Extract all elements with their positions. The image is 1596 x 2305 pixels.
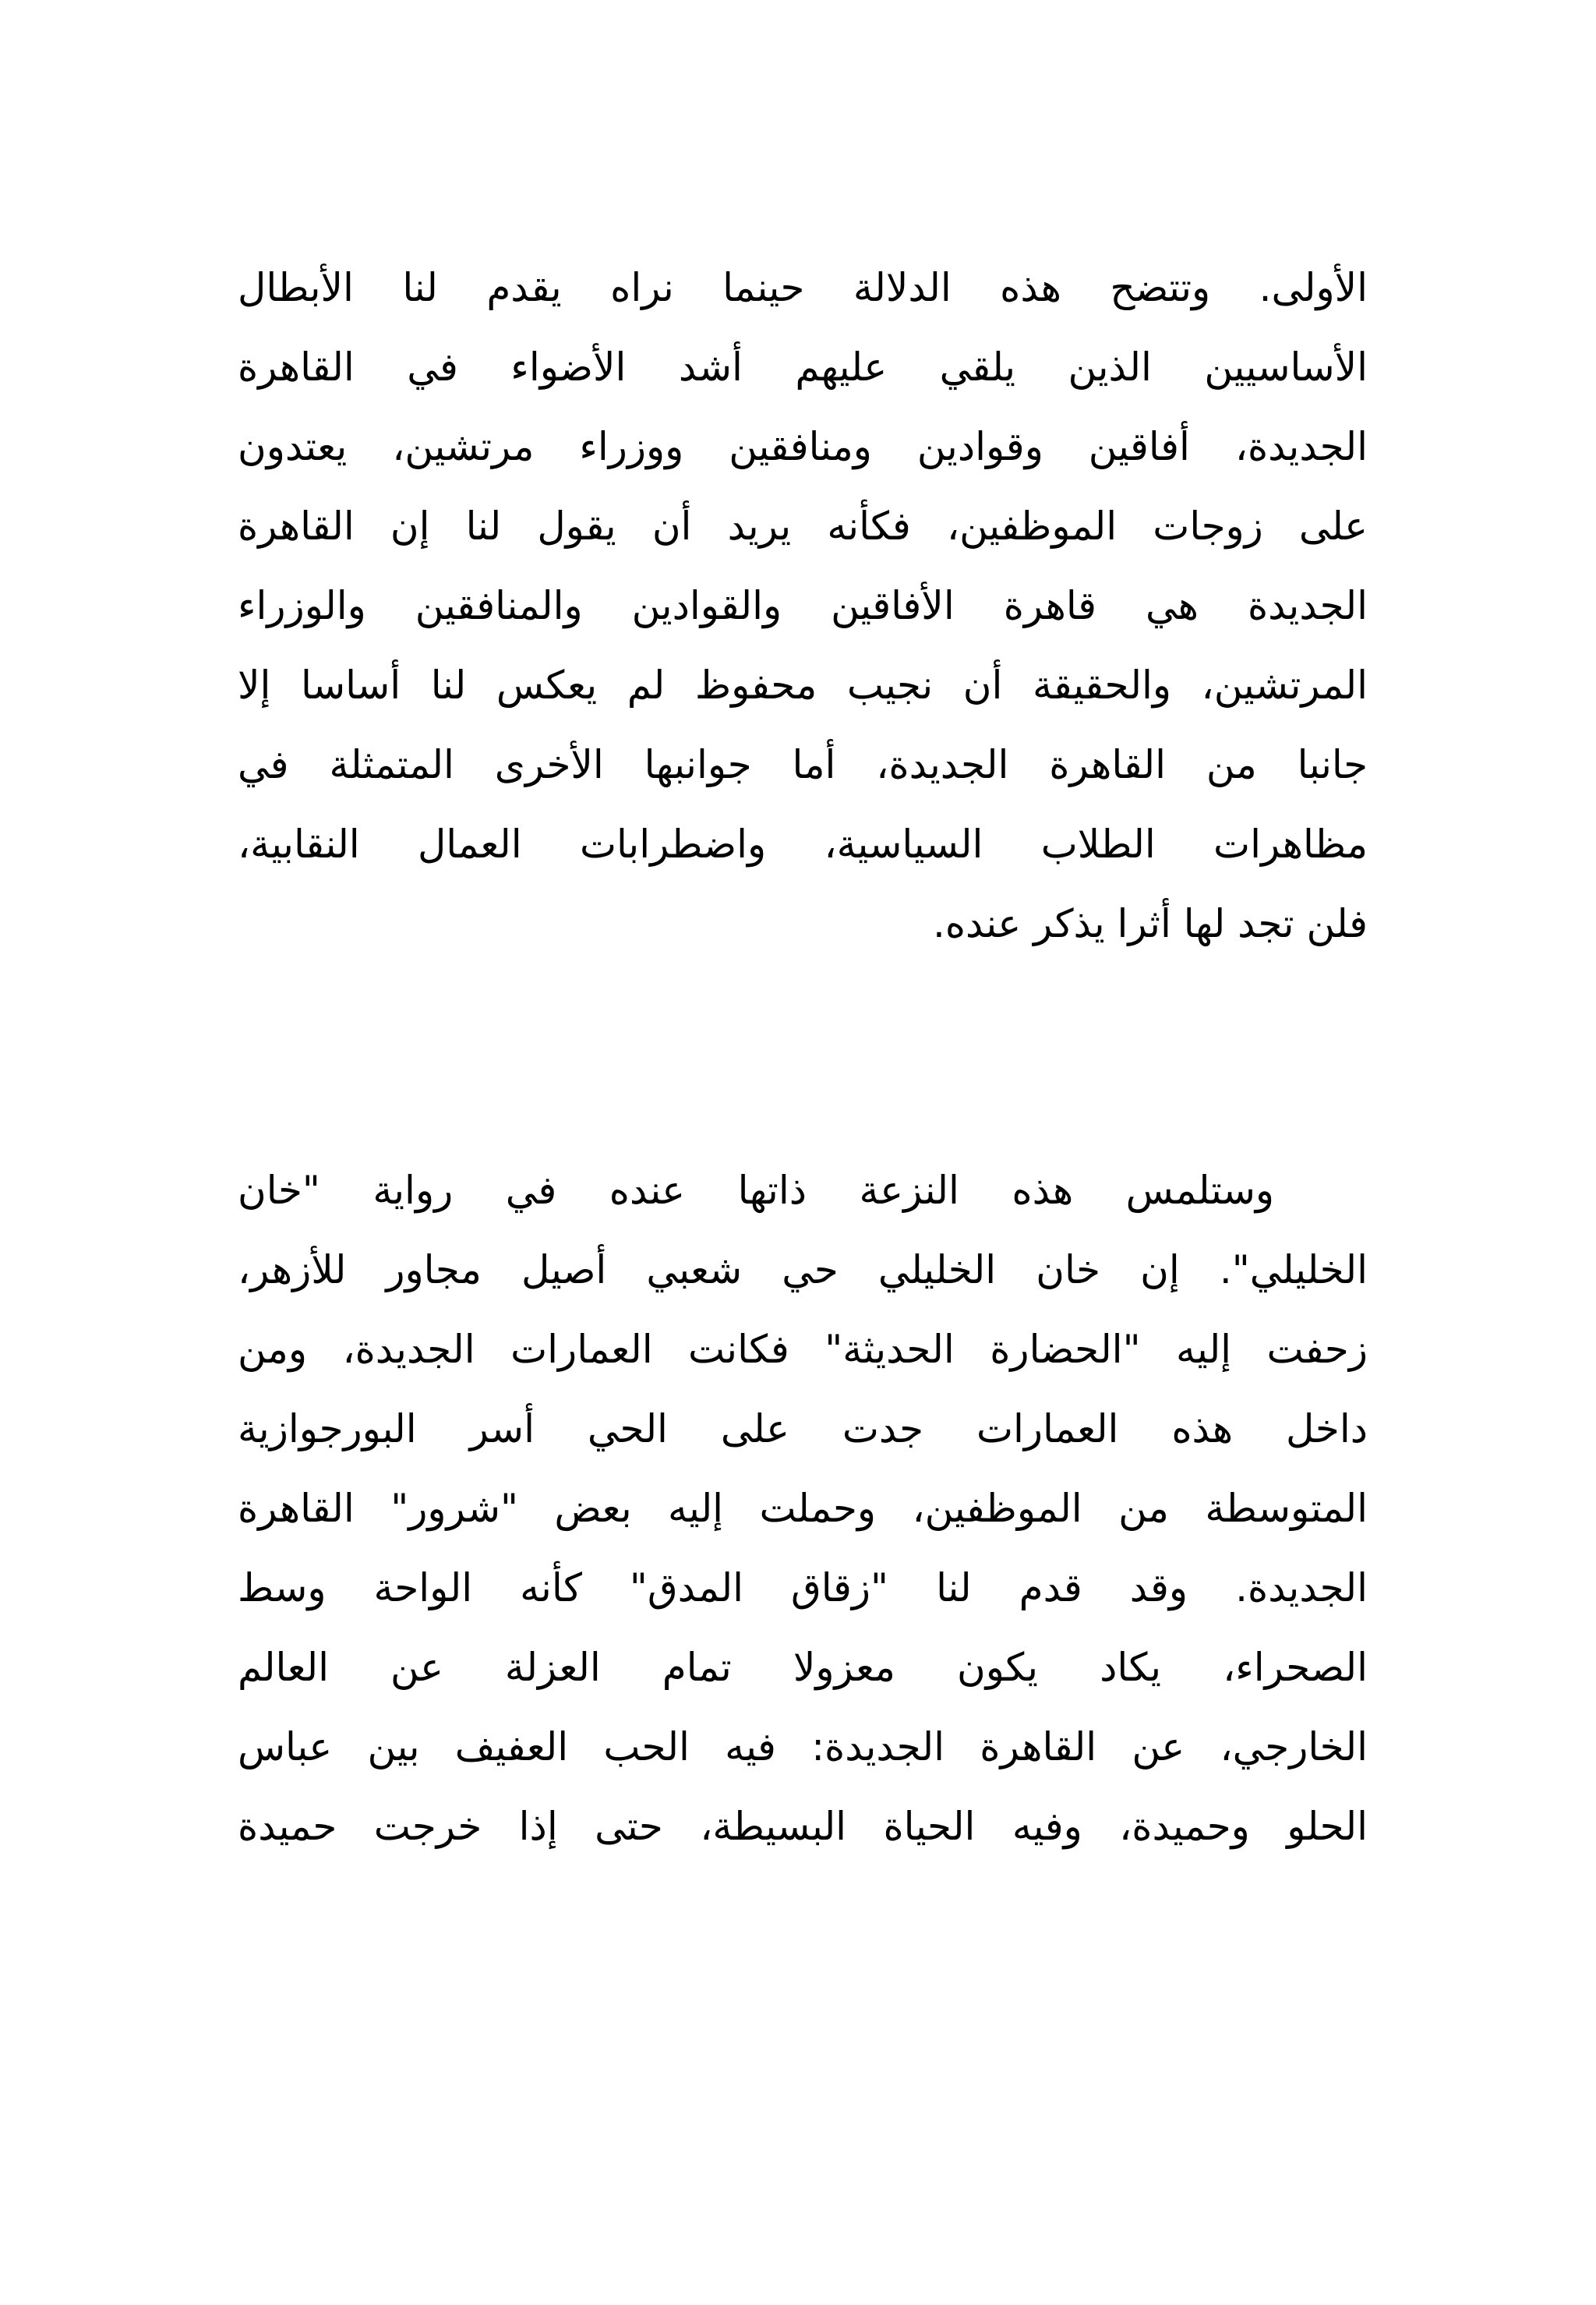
text-line: الخليلي". إن خان الخليلي حي شعبي أصيل مجاور للأزهر، bbox=[238, 1247, 1368, 1292]
text-line: زحفت إليه "الحضارة الحديثة" فكانت العمارات الجديدة، ومن bbox=[238, 1327, 1368, 1372]
text-line: الجديدة، أفاقين وقوادين ومنافقين ووزراء مرتشين، يعتدون bbox=[238, 424, 1368, 469]
text-line: المرتشين، والحقيقة أن نجيب محفوظ لم يعكس لنا أساسا إلا bbox=[238, 663, 1368, 708]
text-line: مظاهرات الطلاب السياسية، واضطرابات العمال النقابية، bbox=[238, 822, 1368, 867]
text-line: الحلو وحميدة، وفيه الحياة البسيطة، حتى إذا خرجت حميدة bbox=[238, 1804, 1368, 1849]
paragraph-2 bbox=[238, 1151, 1368, 1866]
text-line: الصحراء، يكاد يكون معزولا تمام العزلة عن العالم bbox=[238, 1645, 1368, 1690]
text-line: المتوسطة من الموظفين، وحملت إليه بعض "شرور" القاهرة bbox=[238, 1486, 1368, 1531]
text-line: فلن تجد لها أثرا يذكر عنده. bbox=[932, 901, 1368, 946]
text-line: الأساسيين الذين يلقي عليهم أشد الأضواء في القاهرة bbox=[238, 345, 1368, 390]
text-line: على زوجات الموظفين، فكأنه يريد أن يقول لنا إن القاهرة bbox=[238, 504, 1368, 549]
text-line: جانبا من القاهرة الجديدة، أما جوانبها الأخرى المتمثلة في bbox=[238, 742, 1368, 787]
text-line: داخل هذه العمارات جدت على الحي أسر البورجوازية bbox=[238, 1406, 1368, 1451]
text-line: الجديدة هي قاهرة الأفاقين والقوادين والمنافقين والوزراء bbox=[238, 583, 1368, 628]
paragraph-1 bbox=[238, 248, 1368, 963]
text-line: وستلمس هذه النزعة ذاتها عنده في رواية "خان bbox=[238, 1168, 1274, 1213]
text-line: الجديدة. وقد قدم لنا "زقاق المدق" كأنه الواحة وسط bbox=[238, 1565, 1368, 1610]
text-line: الخارجي، عن القاهرة الجديدة: فيه الحب العفيف بين عباس bbox=[238, 1724, 1368, 1769]
text-line: الأولى. وتتضح هذه الدلالة حينما نراه يقدم لنا الأبطال bbox=[238, 265, 1368, 310]
